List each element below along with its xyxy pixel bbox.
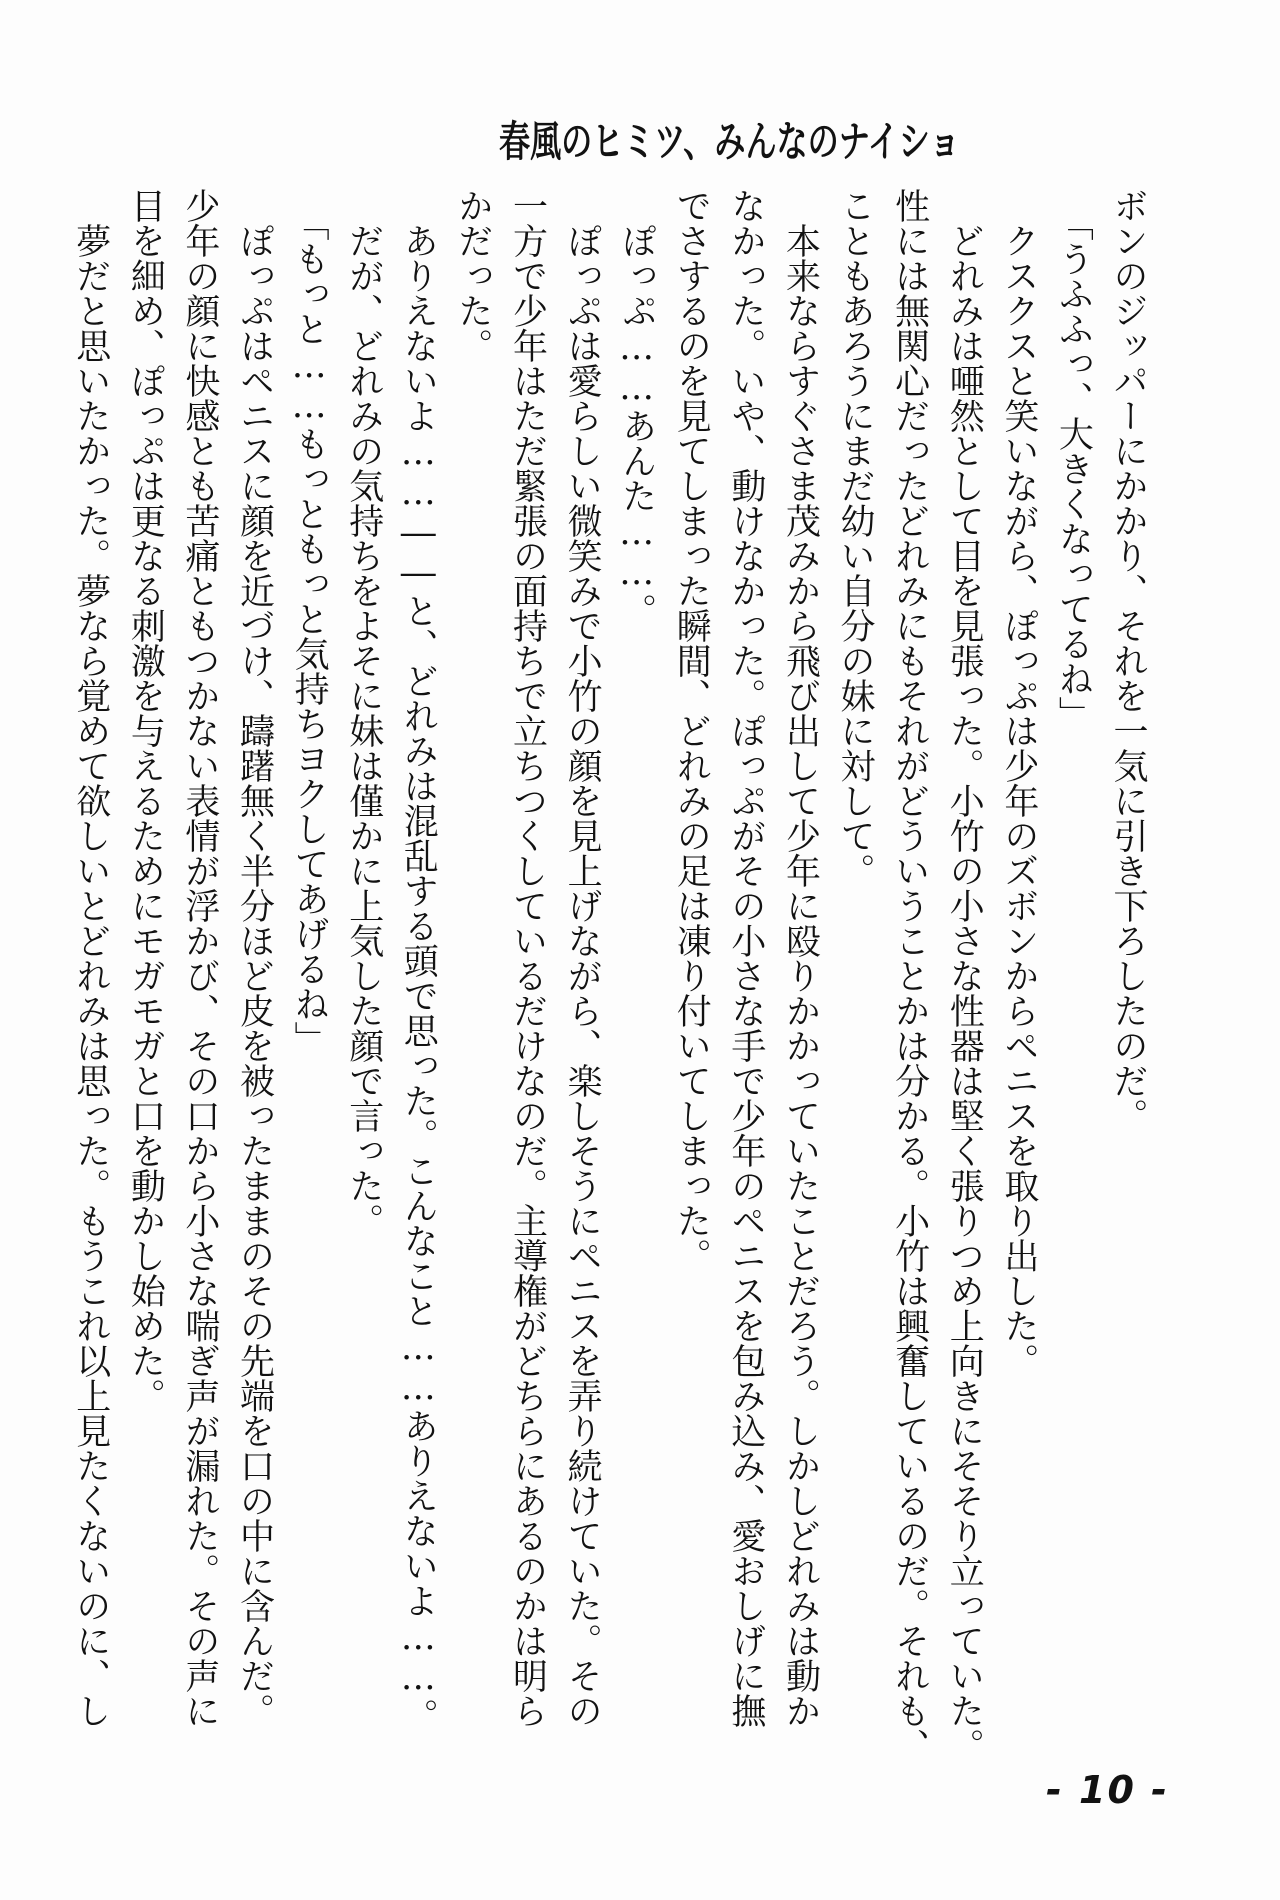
text-column: 性には無関心だったどれみにもそれがどういうことかは分かる。小竹は興奮しているのだ。それも、: [889, 188, 930, 1763]
body-text: [63, 188, 1155, 1798]
text-column: どれみは唖然として目を見張った。小竹の小さな性器は堅く張りつめ上向きにそそり立っていた。: [944, 223, 985, 1763]
text-column: ぽっぷはペニスに顔を近づけ、躊躇無く半分ほど皮を被ったままのその先端を口の中に含んだ。: [234, 223, 275, 1728]
text-column: 「うふふっ、大きくなってるね」: [1053, 205, 1094, 731]
text-column: ぽっぷ……あんた……。: [616, 223, 657, 628]
text-column: 少年の顔に快感とも苦痛ともつかない表情が浮かび、その口から小さな喘ぎ声が漏れた。その声に: [179, 188, 220, 1728]
page-title: 春風のヒミツ、みんなのナイショ: [499, 117, 961, 166]
text-column: でさするのを見てしまった瞬間、どれみの足は凍り付いてしまった。: [671, 188, 712, 1273]
text-column: ありえないよ……――と、どれみは混乱する頭で思った。こんなこと……ありえないよ……。: [398, 223, 439, 1733]
text-column: ぽっぷは愛らしい微笑みで小竹の顔を見上げながら、楽しそうにペニスを弄り続けていた。その: [562, 223, 603, 1728]
text-column: かだった。: [452, 188, 493, 363]
text-column: 夢だと思いたかった。夢なら覚めて欲しいとどれみは思った。もうこれ以上見たくないのに、し: [70, 223, 111, 1728]
text-column: 「もっと……もっともっと気持ちヨクしてあげるね」: [289, 205, 330, 1056]
text-column: 本来ならすぐさま茂みから飛び出して少年に殴りかかっていたことだろう。しかしどれみは動か: [780, 223, 821, 1728]
text-column: ボンのジッパーにかかり、それを一気に引き下ろしたのだ。: [1108, 188, 1148, 1133]
text-column: だが、どれみの気持ちをよそに妹は僅かに上気した顔で言った。: [343, 223, 384, 1238]
text-column: こともあろうにまだ幼い自分の妹に対して。: [835, 188, 876, 888]
page-number: - 10 -: [1046, 1768, 1169, 1812]
text-column: なかった。いや、動けなかった。ぽっぷがその小さな手で少年のペニスを包み込み、愛おしげに撫: [725, 188, 766, 1728]
text-column: クスクスと笑いながら、ぽっぷは少年のズボンからペニスを取り出した。: [998, 223, 1039, 1378]
text-column: 一方で少年はただ緊張の面持ちで立ちつくしているだけなのだ。主導権がどちらにあるのかは明ら: [507, 188, 548, 1728]
text-column: 目を細め、ぽっぷは更なる刺激を与えるためにモガモガと口を動かし始めた。: [125, 188, 166, 1413]
